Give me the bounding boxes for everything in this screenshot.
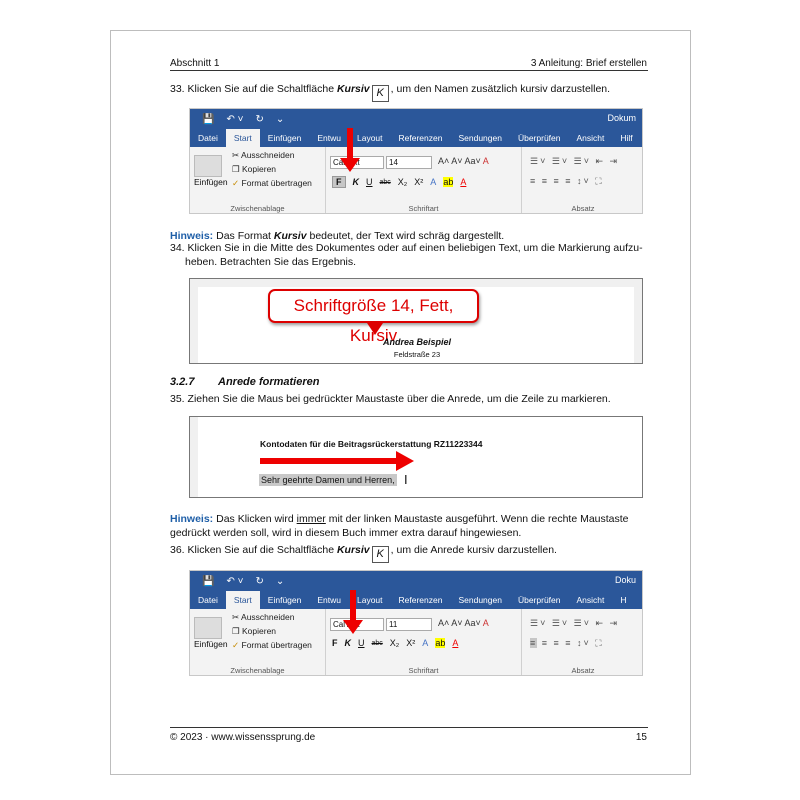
hint-2: Hinweis: Das Klicken wird immer mit der linken Maustaste ausgeführt. Wenn die rechte Maustaste gedrückt werden soll, wird in diesem Buch immer extra darauf hingewiesen. [170,513,629,539]
text-effects-icon-2[interactable]: A [422,638,429,648]
document-title-2: Doku [614,575,636,585]
tab-einfuegen[interactable]: Einfügen [267,133,302,143]
customize-icon[interactable]: ⌄ [275,113,285,125]
customize-icon-2[interactable]: ⌄ [275,575,285,587]
highlight-icon[interactable]: ab [443,177,454,187]
italic-button-2[interactable]: K [344,638,351,648]
example-screenshot-1 [189,278,643,364]
clear-format-icon-2[interactable]: A [482,618,489,628]
scissors-icon: ✂ [232,150,240,160]
tab-datei-2[interactable]: Datei [198,595,218,605]
save-icon-2[interactable]: 💾 [202,575,215,587]
group-label-font-2: Schriftart [408,666,439,675]
tab-referenzen[interactable]: Referenzen [398,133,443,143]
highlight-icon-2[interactable]: ab [435,638,446,648]
paste-icon-2[interactable] [194,617,222,639]
group-paragraph [522,147,643,214]
tab-ansicht[interactable]: Ansicht [576,133,605,143]
superscript-button[interactable]: X² [414,177,424,187]
group-clipboard [190,147,326,214]
red-arrow-2-shaft [260,458,400,464]
underline-button[interactable]: U [366,177,373,187]
tab-einfuegen-2[interactable]: Einfügen [267,595,302,605]
text-effects-icon[interactable]: A [430,177,437,187]
subscript-button-2[interactable]: X₂ [389,638,400,648]
tab-start[interactable]: Start [226,129,260,147]
font-grow-shrink[interactable]: A˄ A˅ Aa˅ A [438,156,489,166]
paste-icon[interactable] [194,155,222,177]
strikethrough-button-2[interactable]: abc [371,639,383,647]
font-name-box[interactable]: Cal [330,156,384,169]
callout-pointer [367,323,383,335]
tab-ueberpruefen-2[interactable]: Überprüfen [517,595,561,605]
title-bar [190,109,642,129]
cut-button[interactable]: ✂ Ausschneiden [232,150,295,160]
italic-button[interactable]: K [352,177,359,187]
ribbon-body-2 [190,609,642,676]
format-painter-button[interactable]: ✓ Format übertragen [232,178,312,188]
tab-ansicht-2[interactable]: Ansicht [576,595,605,605]
undo-icon[interactable]: ↶ ˅ [226,113,244,125]
paste-button-2[interactable]: Einfügen [194,639,228,649]
undo-icon-2[interactable]: ↶ ˅ [226,575,244,587]
strikethrough-button[interactable]: abc [379,178,391,186]
tab-hilfe[interactable]: Hilf [620,133,633,143]
group-paragraph-2 [522,609,643,676]
tab-datei[interactable]: Datei [198,133,218,143]
word-ribbon-1 [189,108,643,214]
superscript-button-2[interactable]: X² [406,638,416,648]
ribbon-tabs-2 [190,591,642,609]
align-icons[interactable]: ≡ ≡ ≡ ≡ ↕˅ ⛶ [530,176,604,186]
word-ribbon-2 [189,570,643,676]
page-number: 15 [635,732,647,743]
footer-rule [170,727,648,728]
group-label-font: Schriftart [408,204,439,213]
font-color-icon-2[interactable]: A [452,638,459,648]
step-34: 34. Klicken Sie in die Mitte des Dokumentes oder auf einen beliebigen Text, um die Markierung aufzu- heben. Betrachten Sie das Ergebnis. [170,242,643,268]
text-cursor-icon: I [404,472,408,487]
copy-icon: ❐ [232,164,240,174]
header-left: Abschnitt 1 [170,58,220,69]
bold-button-2[interactable]: F [332,638,338,648]
tab-referenzen-2[interactable]: Referenzen [398,595,443,605]
document-title: Dokum [607,113,636,123]
group-label-paragraph: Absatz [571,204,595,213]
step-35: 35. Ziehen Sie die Maus bei gedrückter Maustaste über die Anrede, um die Zeile zu markieren. [170,393,611,405]
list-icons[interactable]: ☰˅ ☰˅ ☰˅ ⇤ ⇥ [530,156,620,166]
ribbon-tabs [190,129,642,147]
group-label-paragraph-2: Absatz [571,666,595,675]
header-right: 3 Anleitung: Brief erstellen [530,58,647,69]
tab-sendungen[interactable]: Sendungen [458,133,502,143]
copy-button-2[interactable]: ❐ Kopieren [232,626,277,636]
format-row-2 [332,638,458,648]
save-icon[interactable]: 💾 [202,113,215,125]
tab-entwurf[interactable]: Entwu [317,133,341,143]
paste-button[interactable]: Einfügen [194,177,228,187]
list-icons-2[interactable]: ☰˅ ☰˅ ☰˅ ⇤ ⇥ [530,618,620,628]
title-bar-2 [190,571,642,591]
salutation-selected[interactable]: Sehr geehrte Damen und Herren, [261,475,395,485]
tab-hilfe-2[interactable]: H [620,595,627,605]
format-painter-button-2[interactable]: ✓ Format übertragen [232,640,312,650]
font-grow-shrink-2[interactable]: A˄ A˅ Aa˅ A [438,618,489,628]
italic-button-icon-2: K [372,546,389,563]
footer-left: © 2023 · www.wissenssprung.de [170,732,316,743]
red-arrow-3 [350,590,356,622]
red-arrow-2-head [396,451,414,471]
brush-icon-2: ✓ [232,640,240,650]
redo-icon-2[interactable]: ↻ [255,575,264,587]
tab-layout-2[interactable]: Layout [356,595,383,605]
red-arrow-1 [347,128,353,160]
step-36: 36. Klicken Sie auf die Schaltfläche Kursiv K , um die Anrede kursiv darzustellen. [170,543,650,563]
section-number: 3.2.7 [170,376,195,388]
font-color-icon[interactable]: A [460,177,467,187]
group-label-clipboard: Zwischenablage [230,204,285,213]
group-label-clipboard-2: Zwischenablage [230,666,285,675]
bold-button[interactable]: F [332,176,346,188]
underline-button-2[interactable]: U [358,638,365,648]
cut-button-2[interactable]: ✂ Ausschneiden [232,612,295,622]
redo-icon[interactable]: ↻ [255,113,264,125]
account-line: Kontodaten für die Beitragsrückerstattung RZ11223344 [260,439,483,449]
font-size-box[interactable]: 14 [386,156,432,169]
tab-ueberpruefen[interactable]: Überprüfen [517,133,561,143]
callout: Schriftgröße 14, Fett, Kursiv [268,289,479,323]
tab-sendungen-2[interactable]: Sendungen [458,595,502,605]
section-title: Anrede formatieren [218,376,320,388]
font-size-box-2[interactable]: 11 [386,618,432,631]
tab-entwurf-2[interactable]: Entwu [317,595,341,605]
font-name-box-2[interactable]: Cal [330,618,384,631]
example-screenshot-2 [189,416,643,498]
clear-format-icon[interactable]: A [482,156,489,166]
step-33: 33. Klicken Sie auf die Schaltfläche Kursiv K , um den Namen zusätzlich kursiv darzustellen. [170,82,650,102]
group-clipboard-2 [190,609,326,676]
header-rule [170,70,648,71]
align-icons-2[interactable]: ≡ ≡ ≡ ≡ ↕˅ ⛶ [530,638,604,648]
copy-button[interactable]: ❐ Kopieren [232,164,277,174]
ribbon-body [190,147,642,214]
subscript-button[interactable]: X₂ [397,177,408,187]
tab-layout[interactable]: Layout [356,133,383,143]
italic-button-icon: K [372,85,389,102]
scissors-icon-2: ✂ [232,612,240,622]
copy-icon-2: ❐ [232,626,240,636]
brush-icon: ✓ [232,178,240,188]
hint-1: Hinweis: Das Format Kursiv bedeutet, der Text wird schräg dargestellt. [170,230,505,242]
sample-name: Andrea Beispiel [382,337,452,347]
tab-start-2[interactable]: Start [226,591,260,609]
format-row [332,176,466,188]
sample-street: Feldstraße 23 [393,350,441,359]
